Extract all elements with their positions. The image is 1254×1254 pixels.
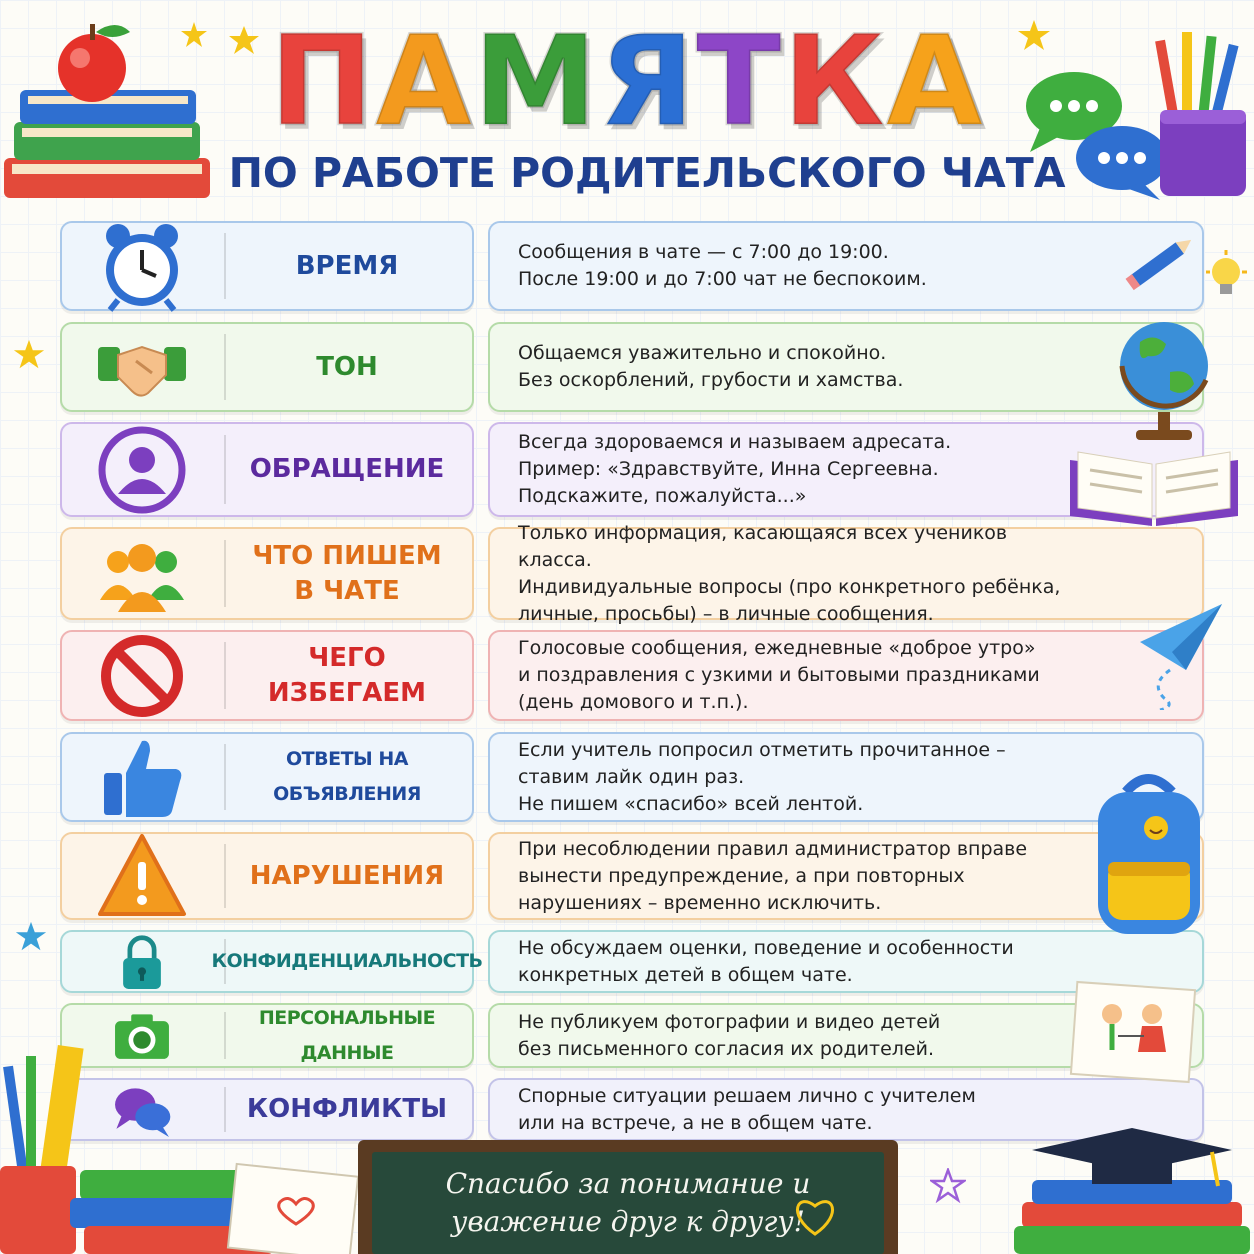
rule-description-text: Не обсуждаем оценки, поведение и особенности конкретных детей в общем чате. <box>518 936 1014 986</box>
open-book-icon <box>1064 440 1244 530</box>
rule-topic-label: ОТВЕТЫ НА ОБЪЯВЛЕНИЯ <box>273 748 421 805</box>
rule-topic-card <box>60 832 474 920</box>
page-subtitle: ПО РАБОТЕ РОДИТЕЛЬСКОГО ЧАТА <box>228 149 1066 197</box>
rule-description-text: Не публикуем фотографии и видео детей без письменного согласия их родителей. <box>518 1010 941 1060</box>
rule-topic-card <box>60 930 483 993</box>
title-letter: К <box>782 10 887 154</box>
group-icon <box>62 529 222 618</box>
card-divider <box>224 642 226 708</box>
rule-description-text: Спорные ситуации решаем лично с учителем или на встрече, а не в общем чате. <box>518 1084 976 1134</box>
kids-drawing-icon <box>1068 980 1198 1084</box>
title-letter: А <box>375 10 474 154</box>
handshake-icon <box>62 324 222 410</box>
card-divider <box>224 540 226 608</box>
backpack-icon <box>1084 770 1214 940</box>
title-letter: Я <box>598 10 697 154</box>
rule-topic-card <box>60 1003 474 1068</box>
rule-description-text: При несоблюдении правил администратор вправе вынести предупреждение, а при повторных нарушениях – временно исключить. <box>518 837 1028 914</box>
rule-description-card <box>488 521 1204 625</box>
padlock-icon <box>62 932 222 991</box>
prohibited-icon <box>62 632 222 719</box>
rule-topic-label: ЧЕГО ИЗБЕГАЕМ <box>267 642 427 708</box>
card-divider <box>224 233 226 298</box>
warning-icon <box>62 834 222 918</box>
card-divider <box>224 1087 226 1132</box>
notebook-icon <box>222 1160 362 1254</box>
rule-description-text: Всегда здороваемся и называем адресата. Пример: «Здравствуйте, Инна Сергеевна. Подскажите, пожалуйста...» <box>518 431 952 507</box>
rule-topic-label: ВРЕМЯ <box>295 250 399 281</box>
rule-row <box>0 930 1254 993</box>
rule-topic-label: НАРУШЕНИЯ <box>249 860 445 891</box>
card-divider <box>224 844 226 908</box>
rule-row <box>0 521 1254 625</box>
title-letter: А <box>886 10 985 154</box>
star-outline-icon <box>930 1168 966 1204</box>
paper-plane-icon <box>1136 600 1226 710</box>
rule-topic-card <box>60 527 474 620</box>
rule-topic-card <box>60 221 474 311</box>
rule-topic-card <box>60 732 474 822</box>
rule-topic-label: ОБРАЩЕНИЕ <box>249 454 445 484</box>
rule-topic-label: КОНФЛИКТЫ <box>246 1094 448 1124</box>
card-divider <box>224 435 226 504</box>
alarm-clock-icon <box>62 223 222 309</box>
rule-description-card <box>488 630 1204 721</box>
rule-topic-label: ТОН <box>316 351 378 382</box>
rule-description-text: Только информация, касающаяся всех учеников класса. Индивидуальные вопросы (про конкретного ребёнка, личные, просьбы) – в личные сообщения. <box>518 521 1061 625</box>
rule-row <box>0 1003 1254 1068</box>
heart-icon <box>792 1196 838 1236</box>
rule-description-card <box>488 322 1204 412</box>
title-letter: М <box>473 10 599 154</box>
rule-topic-card <box>60 630 474 721</box>
rule-row <box>0 732 1254 822</box>
rule-row <box>0 832 1254 920</box>
rule-description-text: Общаемся уважительно и спокойно. Без оскорблений, грубости и хамства. <box>518 342 904 391</box>
rule-topic-card <box>60 1078 474 1141</box>
rule-topic-label: ЧТО ПИШЕМ В ЧАТЕ <box>252 540 442 606</box>
rule-description-text: Голосовые сообщения, ежедневные «доброе утро» и поздравления с узкими и бытовыми праздниками (день домового и т.п.). <box>518 637 1040 713</box>
rule-row <box>0 322 1254 412</box>
title-letter: Т <box>696 10 783 154</box>
title-letter: П <box>269 10 376 154</box>
rule-description-card <box>488 221 1204 311</box>
rule-description-text: Если учитель попросил отметить прочитанное – ставим лайк один раз. Не пишем «спасибо» всей лентой. <box>518 738 1006 815</box>
globe-icon <box>1112 308 1222 448</box>
graduation-cap-icon <box>1012 1128 1254 1254</box>
rule-description-text: Сообщения в чате — с 7:00 до 19:00. После 19:00 и до 7:00 чат не беспокоим. <box>518 241 927 290</box>
pencil-icon <box>1122 226 1202 296</box>
rule-topic-card <box>60 322 474 412</box>
rule-topic-card <box>60 422 474 517</box>
rule-row <box>0 630 1254 721</box>
rule-topic-label: ПЕРСОНАЛЬНЫЕ ДАННЫЕ <box>258 1006 436 1064</box>
thank-you-message: Спасибо за понимание и уважение друг к другу! <box>445 1167 811 1238</box>
card-divider <box>224 1012 226 1058</box>
rule-topic-label: КОНФИДЕНЦИАЛЬНОСТЬ <box>211 950 483 972</box>
user-circle-icon <box>62 424 222 515</box>
card-divider <box>224 334 226 399</box>
thumbs-up-icon <box>62 734 222 820</box>
card-divider <box>224 744 226 809</box>
rule-row <box>0 221 1254 311</box>
